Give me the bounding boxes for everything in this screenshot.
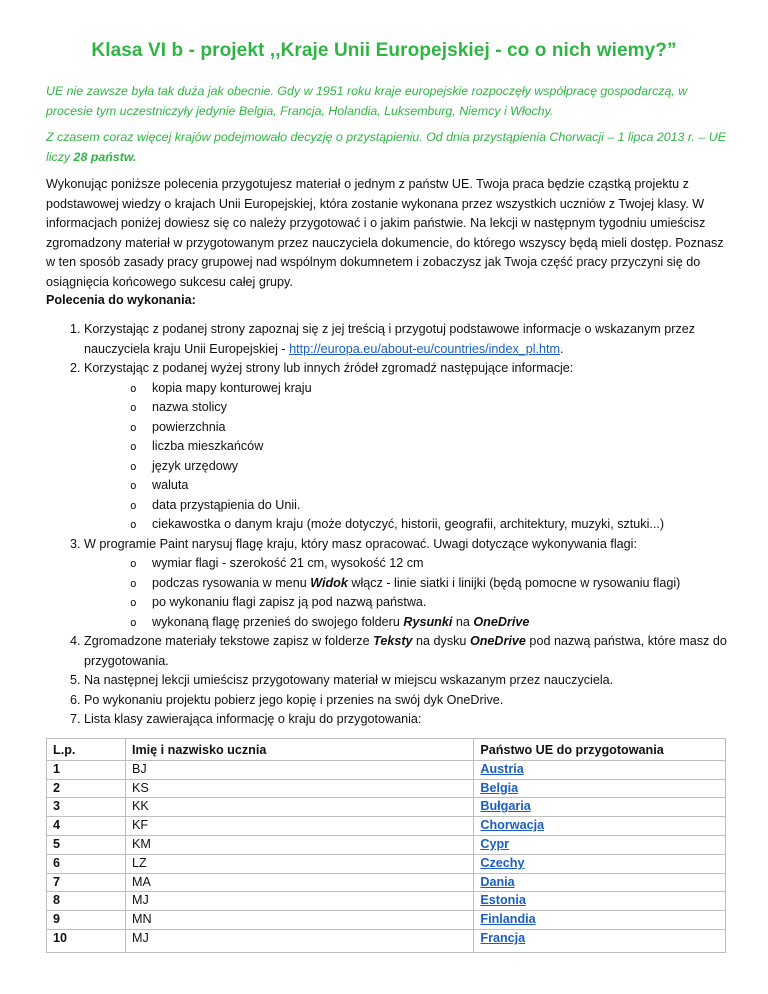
task-3-subitem-text: podczas rysowania w menu xyxy=(152,575,311,590)
country-cell xyxy=(474,911,726,930)
table-header-row xyxy=(47,739,726,761)
task-item-4 xyxy=(84,632,764,671)
country-cell xyxy=(474,929,726,952)
onedrive-label: OneDrive xyxy=(469,634,526,648)
task-3-subitem: o wymiar flagi - szerokość 21 cm, wysokość 12 cm xyxy=(130,554,764,574)
task-2-subitem: o nazwa stolicy xyxy=(130,398,764,418)
table-row xyxy=(47,911,726,930)
task-2-subitem: o waluta xyxy=(130,476,764,496)
task-2-subitem: o liczba mieszkańców xyxy=(130,437,764,457)
task-item-5: 5. Na następnej lekcji umieścisz przygotowany materiał w miejscu wskazanym przez nauczyciela. xyxy=(84,671,764,691)
row-number: 5 xyxy=(47,835,126,854)
task-4-text: pod nazwą państwa, które masz do przygotowania. xyxy=(84,634,727,668)
country-link[interactable]: Finlandia xyxy=(480,912,536,927)
task-item-3 xyxy=(84,535,764,633)
country-cell xyxy=(474,835,726,854)
student-initials: BJ xyxy=(125,760,473,779)
row-number: 3 xyxy=(47,798,126,817)
table-row xyxy=(47,892,726,911)
task-item-7: 7. Lista klasy zawierająca informację o kraju do przygotowania: xyxy=(84,710,764,730)
task-1-text: Korzystając z podanej strony zapoznaj się z jej treścią i przygotuj podstawowe informacje o wskazanym przez nauczyciela kraju Unii Europejskiej - xyxy=(84,322,696,356)
student-initials: MN xyxy=(125,911,473,930)
country-link[interactable]: Bułgaria xyxy=(480,799,531,814)
task-3-subitem-text: na xyxy=(452,614,474,629)
class-roster-table xyxy=(46,738,726,953)
row-number: 8 xyxy=(47,892,126,911)
country-link[interactable]: Estonia xyxy=(480,893,526,908)
row-number: 7 xyxy=(47,873,126,892)
task-item-6: 6. Po wykonaniu projektu pobierz jego kopię i przenies na swój dyk OneDrive. xyxy=(84,691,764,711)
teksty-folder-label: Teksty xyxy=(373,634,413,648)
task-2-subitem: o kopia mapy konturowej kraju xyxy=(130,379,764,399)
task-3-sublist xyxy=(84,554,764,632)
intro-paragraph-2 xyxy=(46,128,726,167)
task-3-subitem xyxy=(130,613,764,633)
table-row xyxy=(47,779,726,798)
document-title: Klasa VI b - projekt ,,Kraje Unii Europejskiej - co o nich wiemy?” xyxy=(91,40,677,61)
task-item-1 xyxy=(84,320,764,359)
task-3-subitem: o po wykonaniu flagi zapisz ją pod nazwą państwa. xyxy=(130,593,764,613)
student-initials: MA xyxy=(125,873,473,892)
student-initials: LZ xyxy=(125,854,473,873)
student-initials: KF xyxy=(125,817,473,836)
country-link[interactable]: Belgia xyxy=(480,780,519,795)
table-row xyxy=(47,854,726,873)
country-link[interactable]: Dania xyxy=(480,874,515,889)
rysunki-folder-label: Rysunki xyxy=(403,614,453,629)
task-2-subitem: o język urzędowy xyxy=(130,457,764,477)
task-3-subitem xyxy=(130,574,764,594)
student-initials: KM xyxy=(125,835,473,854)
widok-menu-label: Widok xyxy=(310,575,348,590)
task-2-text: Korzystając z podanej wyżej strony lub innych źródeł zgromadź następujące informacje: xyxy=(84,361,574,375)
row-number: 1 xyxy=(47,760,126,779)
table-row xyxy=(47,817,726,836)
task-1-end: . xyxy=(560,341,564,356)
task-3-subitem-text: wykonaną flagę przenieś do swojego folderu xyxy=(152,614,404,629)
country-cell xyxy=(474,873,726,892)
country-link[interactable]: Francja xyxy=(480,930,526,945)
row-number: 2 xyxy=(47,779,126,798)
intro-paragraph-2-emphasis: 28 państw. xyxy=(73,149,137,164)
intro-paragraph-2-text: Z czasem coraz więcej krajów podejmowało decyzję o przystąpieniu. Od dnia przystąpienia Chorwacji – 1 lipca 2013 r. – UE liczy xyxy=(46,130,726,164)
country-cell xyxy=(474,854,726,873)
table-row xyxy=(47,873,726,892)
europa-countries-link[interactable]: http://europa.eu/about-eu/countries/index_pl.htm xyxy=(289,341,561,356)
row-number: 10 xyxy=(47,929,126,952)
country-cell xyxy=(474,817,726,836)
task-2-subitem: o powierzchnia xyxy=(130,418,764,438)
body-paragraph: Wykonując poniższe polecenia przygotujesz materiał o jednym z państw UE. Twoja praca będzie cząstką projektu z podstawowej wiedzy o krajach Unii Europejskiej, która zostanie wykonana przez wszystkich uczniów z Twojej klasy. W informacjach poniżej dowiesz się co należy przygotować i o jakim państwie. Na lekcji w następnym tygodniu umieścisz zgromadzony materiał w przygotowanym przez nauczyciela dokumencie, do którego wszyscy będą mieli dostęp. Poznasz w ten sposób zasady pracy grupowej nad wspólnym dokumnetem i zobaczysz jak Twoja część pracy przyczyni się do osiągnięcia końcowego sukcesu całej grupy. xyxy=(46,177,724,289)
country-cell xyxy=(474,798,726,817)
student-initials: KS xyxy=(125,779,473,798)
tasks-list xyxy=(46,320,764,730)
table-row xyxy=(47,760,726,779)
row-number: 9 xyxy=(47,911,126,930)
tasks-heading: Polecenia do wykonania: xyxy=(46,293,196,307)
header-country: Państwo UE do przygotowania xyxy=(474,739,726,761)
country-link[interactable]: Cypr xyxy=(480,836,510,851)
task-3-text: W programie Paint narysuj flagę kraju, który masz opracować. Uwagi dotyczące wykonywania flagi: xyxy=(84,536,637,551)
country-cell xyxy=(474,779,726,798)
table-row xyxy=(47,835,726,854)
country-link[interactable]: Czechy xyxy=(480,855,525,870)
task-4-text: na dysku xyxy=(412,634,470,648)
task-2-subitem: o ciekawostka o danym kraju (może dotyczyć, historii, geografii, architektury, muzyki, sztuki...) xyxy=(130,515,764,535)
student-initials: MJ xyxy=(125,892,473,911)
onedrive-label: OneDrive xyxy=(473,614,530,629)
country-link[interactable]: Austria xyxy=(480,761,524,776)
header-lp: L.p. xyxy=(47,739,126,761)
row-number: 6 xyxy=(47,854,126,873)
table-row xyxy=(47,929,726,952)
country-cell xyxy=(474,892,726,911)
task-4-text: Zgromadzone materiały tekstowe zapisz w folderze xyxy=(84,634,374,648)
intro-paragraph-1: UE nie zawsze była tak duża jak obecnie. Gdy w 1951 roku kraje europejskie rozpoczęły współpracę gospodarczą, w procesie tym uczestniczyły jedynie Belgia, Francja, Holandia, Luksemburg, Niemcy i Włochy. xyxy=(46,84,688,118)
task-item-2 xyxy=(84,359,764,535)
student-initials: KK xyxy=(125,798,473,817)
student-initials: MJ xyxy=(125,929,473,952)
country-link[interactable]: Chorwacja xyxy=(480,818,545,833)
header-student-name: Imię i nazwisko ucznia xyxy=(125,739,473,761)
task-3-subitem-text: włącz - linie siatki i linijki (będą pomocne w rysowaniu flagi) xyxy=(347,575,681,590)
row-number: 4 xyxy=(47,817,126,836)
country-cell xyxy=(474,760,726,779)
table-row xyxy=(47,798,726,817)
task-2-sublist xyxy=(84,379,764,535)
task-2-subitem: o data przystąpienia do Unii. xyxy=(130,496,764,516)
